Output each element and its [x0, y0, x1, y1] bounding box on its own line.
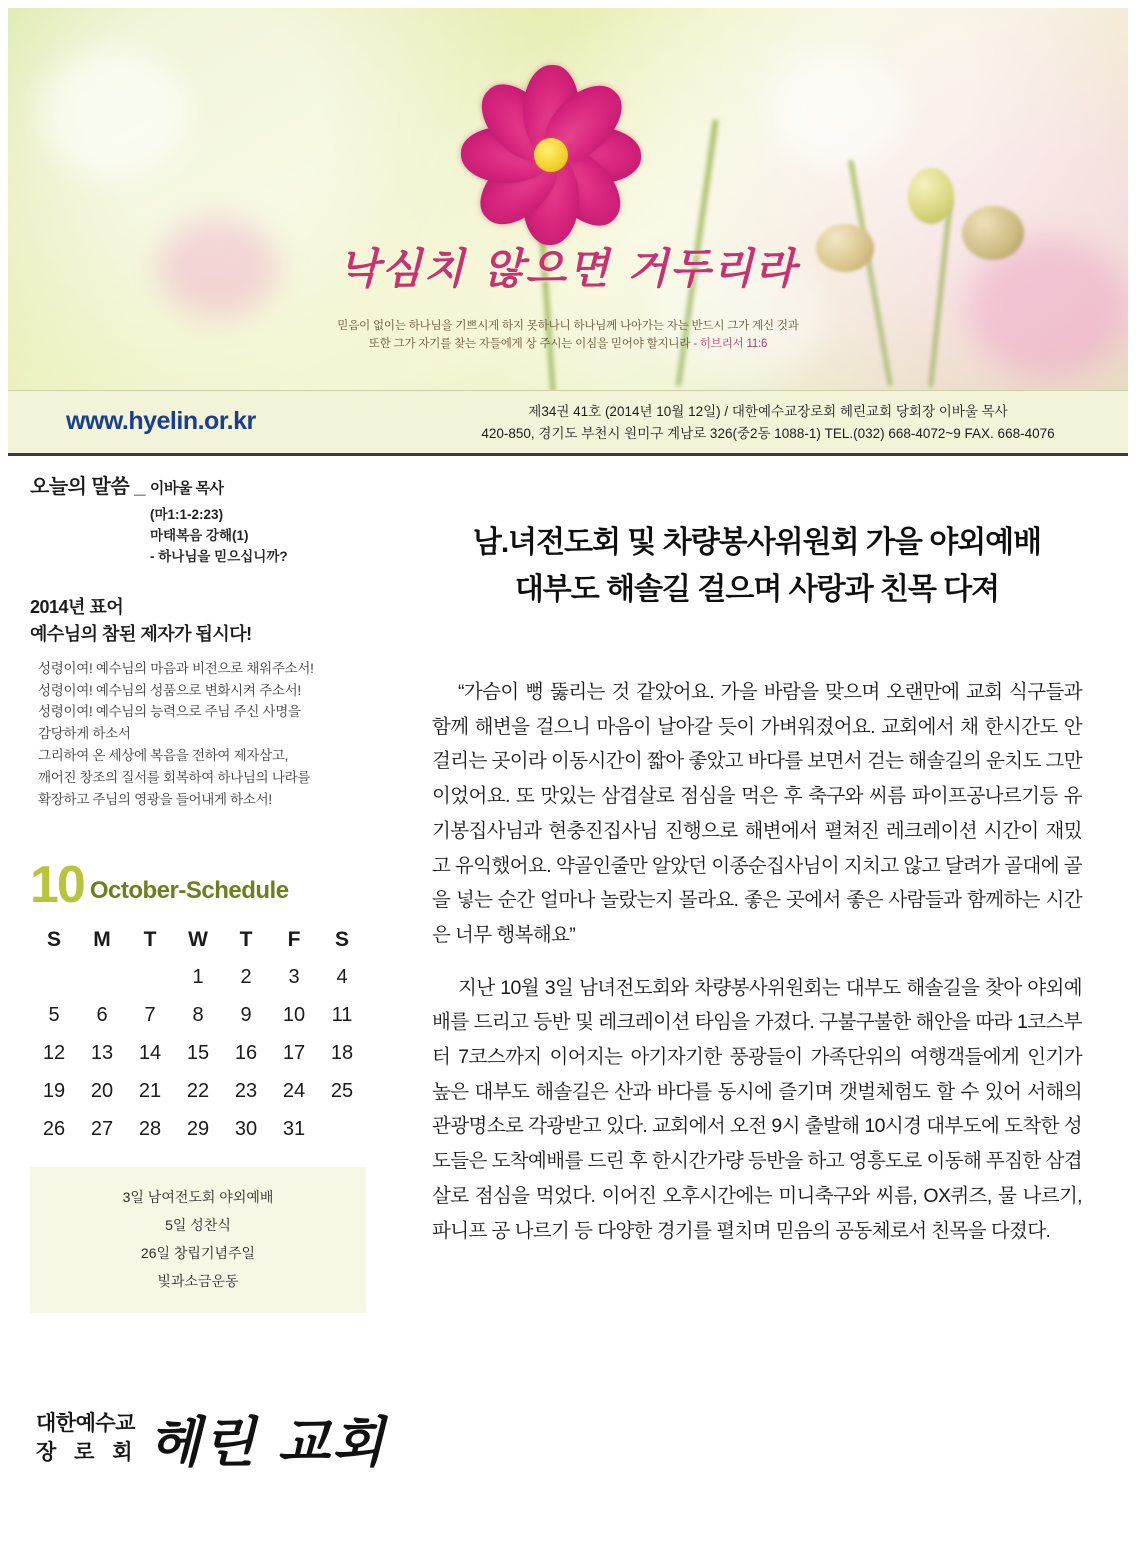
flower-center: [534, 138, 568, 172]
verse-line-2-text: 또한 그가 자기를 찾는 자들에게 상 주시는 이심을 믿어야 할지니라: [368, 337, 691, 350]
masthead-caption: [8, 236, 1128, 354]
calendar-week-row: [30, 997, 366, 1035]
calendar-day[interactable]: 12: [42, 1042, 66, 1065]
weekday-tue: T: [143, 927, 157, 951]
calendar-day[interactable]: 2: [240, 966, 252, 989]
calendar-day[interactable]: 16: [234, 1042, 258, 1065]
prayer-line: 확장하고 주님의 영광을 들어내게 하소서!: [38, 791, 272, 807]
article-column: [432, 520, 1082, 1266]
calendar-day[interactable]: 22: [186, 1080, 210, 1103]
sermon-heading: [30, 470, 410, 499]
denomination-line-1: 대한예수교: [36, 1412, 135, 1436]
prayer-line: 그리하여 온 세상에 복음을 전하여 제자삼고,: [38, 748, 289, 764]
website-url[interactable]: www.hyelin.or.kr: [66, 407, 256, 435]
verse-line-1: 믿음이 없이는 하나님을 기쁘시게 하지 못하나니 하나님께 나아가는 자는 반드시 그가 계신 것과: [337, 320, 799, 332]
calendar-day[interactable]: 26: [42, 1118, 66, 1141]
masthead-script-title: 낙심치 않으면 거두리라: [338, 244, 798, 293]
calendar-day[interactable]: 29: [186, 1118, 210, 1141]
verse-line-2: [8, 336, 1128, 354]
prayer-line: 깨어진 창조의 질서를 회복하여 하나님의 나라를: [38, 770, 311, 786]
calendar-day[interactable]: 11: [331, 1004, 353, 1027]
headline-line-2: 대부도 해솔길 걸으며 사랑과 친목 다져: [514, 572, 1000, 606]
calendar-table: [30, 921, 366, 1149]
weekday-wed: W: [188, 927, 208, 951]
prayer-line: 감당하게 하소서: [38, 726, 131, 742]
calendar-day[interactable]: 6: [96, 1004, 108, 1027]
headline-line-1: 남.녀전도회 및 차량봉사위원회 가을 야외예배: [472, 526, 1042, 559]
sermon-preacher: 이바울 목사: [149, 480, 224, 497]
calendar-note-item: 26일 창립기념주일: [140, 1244, 256, 1261]
calendar-week-row: [30, 1073, 366, 1111]
calendar-month-label: October-Schedule: [89, 876, 289, 904]
sermon-series: 마태복음 강해(1): [150, 527, 249, 543]
monthly-calendar: [30, 856, 390, 1313]
church-logo: [36, 1400, 416, 1477]
weekday-sat: S: [334, 927, 349, 951]
calendar-day[interactable]: 9: [240, 1004, 252, 1027]
calendar-day[interactable]: 13: [90, 1042, 114, 1065]
calendar-day[interactable]: 4: [336, 966, 348, 989]
calendar-day[interactable]: 19: [42, 1080, 66, 1103]
verse-reference: - 히브리서 11:6: [693, 337, 768, 350]
calendar-day[interactable]: 15: [186, 1042, 210, 1065]
year-motto: [30, 594, 410, 648]
masthead-photo: [8, 8, 1128, 390]
masthead-verse: [8, 318, 1128, 354]
issue-info: [428, 401, 1108, 444]
calendar-day[interactable]: 7: [144, 1004, 156, 1027]
calendar-day[interactable]: 20: [90, 1080, 114, 1103]
calendar-day[interactable]: [318, 1111, 366, 1149]
calendar-day[interactable]: 25: [330, 1080, 354, 1103]
calendar-week-row: [30, 959, 366, 997]
address-line: 420-850, 경기도 부천시 원미구 계남로 326(중2동 1088-1) TEL.(032) 668-4072~9 FAX. 668-4076: [481, 425, 1055, 441]
calendar-day[interactable]: [126, 959, 174, 997]
flower-bud: [908, 168, 954, 224]
calendar-day[interactable]: 14: [138, 1042, 162, 1065]
weekday-thu: T: [239, 927, 253, 951]
calendar-month-number: 10: [30, 856, 84, 914]
calendar-notes: [30, 1167, 366, 1313]
sermon-details: [150, 505, 410, 568]
motto-year-label: 2014년 표어: [30, 596, 124, 617]
calendar-day[interactable]: 18: [330, 1042, 354, 1065]
calendar-day[interactable]: 8: [192, 1004, 204, 1027]
weekday-fri: F: [287, 927, 301, 951]
calendar-note-item: 빛과소금운동: [157, 1272, 239, 1289]
prayer-line: 성령이여! 예수님의 마음과 비전으로 채워주소서!: [38, 660, 314, 676]
calendar-day[interactable]: 3: [288, 966, 300, 989]
bokeh-blob: [768, 48, 908, 168]
calendar-note-item: 5일 성찬식: [165, 1216, 231, 1233]
calendar-header: [30, 856, 390, 914]
denomination-line-2: 장 로 회: [36, 1440, 139, 1464]
denomination-name: [36, 1410, 139, 1467]
calendar-weekday-row: [30, 921, 366, 959]
calendar-day[interactable]: 30: [234, 1118, 258, 1141]
motto-text: 예수님의 참된 제자가 됩시다!: [30, 623, 252, 644]
issue-line: 제34권 41호 (2014년 10월 12일) / 대한예수교장로회 헤린교회 당회장 이바울 목사: [528, 404, 1008, 419]
calendar-day[interactable]: 24: [282, 1080, 306, 1103]
calendar-day[interactable]: 17: [282, 1042, 306, 1065]
motto-prayer: [38, 658, 410, 811]
calendar-day[interactable]: 10: [282, 1004, 306, 1027]
calendar-day[interactable]: 23: [234, 1080, 258, 1103]
calendar-day[interactable]: [78, 959, 126, 997]
calendar-day[interactable]: [30, 959, 78, 997]
calendar-week-row: [30, 1111, 366, 1149]
sermon-subject: - 하나님을 믿으십니까?: [150, 548, 288, 564]
church-name: 헤린 교회: [148, 1410, 386, 1474]
info-bar: [8, 390, 1128, 456]
article-paragraph: 지난 10월 3일 남녀전도회와 차량봉사위원회는 대부도 해솔길을 찾아 야외예배를 드리고 등반 및 레크레이션 타임을 가졌다. 구불구불한 해안을 따라 1코스부터 7코스까지 이어지는 아기자기한 풍광들이 가족단위의 여행객들에게 인기가 높은 대부도 해솔길은 산과 바다를 동시에 즐기며 갯벌체험도 할 수 있어 서해의 관광명소로 각광받고 있다. 교회에서 오전 9시 출발해 10시경 대부도에 도착한 성도들은 도착예배를 드린 후 한시간가량 등반을 하고 영흥도로 이동해 푸짐한 삼겹살로 점심을 먹었다. 이어진 오후시간에는 미니축구와 씨름, OX퀴즈, 물 나르기, 파니프 공 나르기 등 다양한 경기를 펼치며 믿음의 공동체로서 친목을 다졌다.: [432, 976, 1082, 1242]
calendar-day[interactable]: 1: [192, 966, 204, 989]
bokeh-blob: [38, 48, 188, 178]
calendar-day[interactable]: 28: [138, 1118, 162, 1141]
article-headline: [432, 520, 1082, 613]
article-paragraph: “가슴이 뻥 뚫리는 것 같았어요. 가을 바람을 맞으며 오랜만에 교회 식구들과 함께 해변을 걸으니 마음이 날아갈 듯이 가벼워졌어요. 교회에서 채 한시간도 안걸리는 곳이라 이동시간이 짧아 좋았고 바다를 보면서 걷는 해솔길의 운치도 그만이었어요. 또 맛있는 삼겹살로 점심을 먹은 후 축구와 씨름 파이프공나르기등 유기봉집사님과 현충진집사님 진행으로 해변에서 펼쳐진 레크레이션 시간이 재밌고 유익했어요. 약골인줄만 알았던 이종순집사님이 지치고 않고 달려가 골대에 골을 넣는 순간 얼마나 놀랐는지 몰라요. 좋은 곳에서 좋은 사람들과 함께하는 시간은 너무 행복해요”: [432, 681, 1082, 946]
sermon-scripture: (마1:1-2:23): [150, 507, 224, 522]
prayer-line: 성령이여! 예수님의 성품으로 변화시켜 주소서!: [38, 682, 301, 698]
calendar-day[interactable]: 21: [138, 1080, 162, 1103]
left-column: [30, 470, 410, 811]
calendar-day[interactable]: 5: [48, 1004, 60, 1027]
sermon-title-label: 오늘의 말씀 _: [30, 476, 145, 498]
weekday-sun: S: [46, 927, 61, 951]
calendar-day[interactable]: 31: [282, 1118, 306, 1141]
calendar-day[interactable]: 27: [90, 1118, 114, 1141]
article-body: [432, 675, 1082, 1248]
calendar-note-item: 3일 남여전도회 야외예배: [122, 1188, 274, 1205]
weekday-mon: M: [93, 927, 111, 951]
prayer-line: 성령이여! 예수님의 능력으로 주님 주신 사명을: [38, 704, 301, 720]
cosmos-flower: [446, 60, 656, 250]
calendar-week-row: [30, 1035, 366, 1073]
